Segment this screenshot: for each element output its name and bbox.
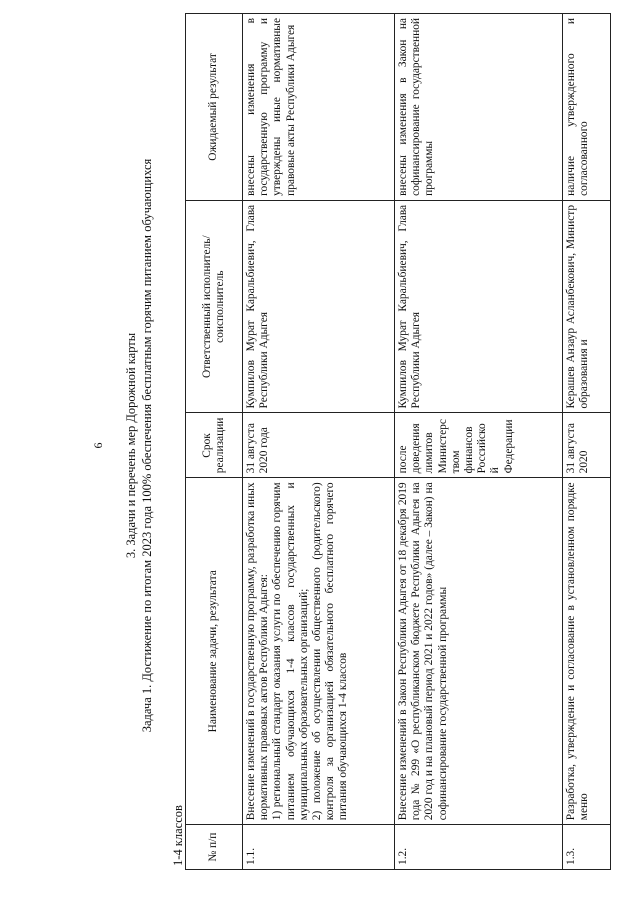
rotated-content — [92, 13, 632, 878]
row-name-line: Внесение изменений в Закон Республики Адыгея от 18 декабря 2019 года № 299 «О республиканском бюджете Республики Адыгея на 2020 год и на плановый период 2021 и 2022 годов» (далее – Закон) на софинансирование государственной программы — [397, 482, 449, 821]
row-responsible: Керашев Анзаур Асланбекович, Министр образования и — [563, 200, 611, 413]
header-num: № п/п — [186, 825, 243, 870]
task-title: Задача 1. Достижение по итогам 2023 года 100% обеспечения бесплатным горячим питанием обучающихся — [140, 158, 154, 733]
row-name — [563, 478, 611, 825]
row-responsible: Кумпилов Мурат Каральбиевич, Глава Республики Адыгея — [243, 200, 395, 413]
header-result: Ожидаемый результат — [186, 14, 243, 201]
row-name-line: 2) положение об осуществлении общественного (родительского) контроля за организацией обязательного бесплатного горячего питания обучающихся 1-4 классов — [311, 482, 350, 821]
row-name-line: Внесение изменений в государственную программу, разработка иных нормативных правовых актов Республики Адыгея: — [245, 482, 271, 821]
row-result: наличие утвержденного и согласованного — [563, 14, 611, 201]
page-number: 6 — [91, 442, 105, 449]
header-responsible: Ответственный исполнитель/соисполнитель — [186, 200, 243, 413]
table-row — [395, 14, 563, 870]
row-num: 1.3. — [563, 825, 611, 870]
table-row — [243, 14, 395, 870]
row-responsible: Кумпилов Мурат Каральбиевич, Глава Республики Адыгея — [395, 200, 563, 413]
row-term: 31 августа 2020 года — [243, 413, 395, 478]
row-term: после доведения лимитов Министерством финансов Российской Федерации — [395, 413, 563, 478]
table-row — [563, 14, 611, 870]
header-term: Срок реализации — [186, 413, 243, 478]
row-name — [395, 478, 563, 825]
row-num: 1.2. — [395, 825, 563, 870]
row-name-line: Разработка, утверждение и согласование в установленном порядке меню — [565, 482, 591, 821]
task-title-continuation: 1-4 классов — [171, 805, 185, 866]
row-name-line: 1) региональный стандарт оказания услуги по обеспечению горячим питанием обучающихся 1-4 классов государственных и муниципальных образовательных организаций; — [271, 482, 310, 821]
header-name: Наименование задачи, результата — [186, 478, 243, 825]
row-term: 31 августа 2020 — [563, 413, 611, 478]
row-num: 1.1. — [243, 825, 395, 870]
section-title: 3. Задачи и перечень мер Дорожной карты — [124, 332, 138, 559]
row-name — [243, 478, 395, 825]
roadmap-table — [185, 13, 611, 870]
row-result: внесены изменения в государственную программу и утверждены иные нормативные правовые акты Республики Адыгея — [243, 14, 395, 201]
table-header-row — [186, 14, 243, 870]
row-result: внесены изменения в Закон на софинансирование государственной программы — [395, 14, 563, 201]
